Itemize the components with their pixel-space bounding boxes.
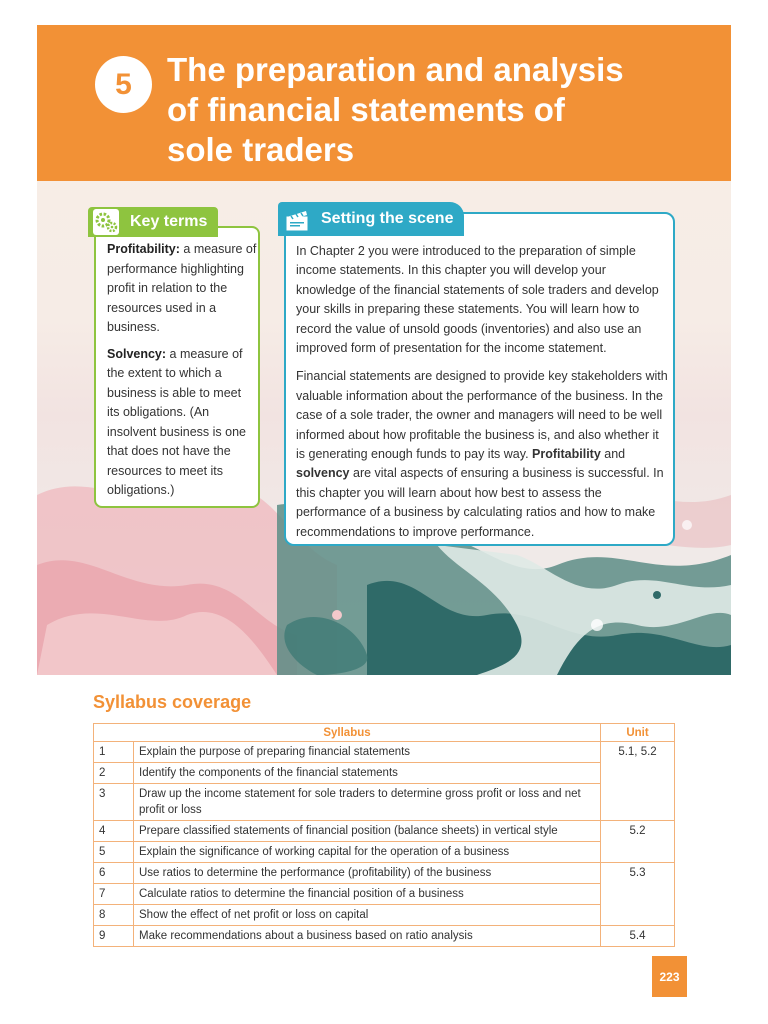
- row-text: Explain the purpose of preparing financial statements: [134, 742, 601, 763]
- term-label: Profitability:: [107, 242, 180, 256]
- row-number: 3: [94, 784, 134, 821]
- row-unit: 5.3: [601, 863, 675, 926]
- table-row: [94, 884, 675, 905]
- setting-the-scene-content: [296, 242, 668, 551]
- column-header-unit: Unit: [601, 724, 675, 742]
- chapter-number: 5: [95, 56, 152, 113]
- chapter-title: [167, 50, 687, 170]
- scene-bold-term: Profitability: [532, 447, 601, 462]
- row-text: Explain the significance of working capital for the operation of a business: [134, 842, 601, 863]
- row-number: 9: [94, 926, 134, 947]
- chapter-title-line: of financial statements of: [167, 91, 565, 128]
- row-text: Calculate ratios to determine the financial position of a business: [134, 884, 601, 905]
- row-number: 2: [94, 763, 134, 784]
- table-row: [94, 763, 675, 784]
- scene-text: are vital aspects of ensuring a business is successful. In this chapter you will learn about how best to assess the performance of a business by calculating ratios and how to make recommendations to improve performance.: [296, 466, 664, 539]
- row-number: 6: [94, 863, 134, 884]
- syllabus-heading: Syllabus coverage: [93, 692, 252, 712]
- syllabus-table: [93, 723, 675, 947]
- term-definition: a measure of the extent to which a business is able to meet its obligations. (An insolvent business is one that does not have the resources to meet its obligations.): [107, 346, 246, 497]
- row-unit: 5.1, 5.2: [601, 742, 675, 821]
- page-number: 223: [652, 956, 687, 997]
- row-unit: 5.4: [601, 926, 675, 947]
- row-number: 8: [94, 905, 134, 926]
- scene-paragraph: [296, 367, 668, 542]
- column-header-syllabus: Syllabus: [94, 724, 601, 742]
- table-row: [94, 742, 675, 763]
- setting-the-scene-tab: Setting the scene: [278, 202, 464, 236]
- row-text: Draw up the income statement for sole traders to determine gross profit or loss and net profit or loss: [134, 784, 601, 821]
- row-text: Use ratios to determine the performance (profitability) of the business: [134, 863, 601, 884]
- key-terms-tab: Key terms: [88, 207, 218, 237]
- key-terms-content: [107, 240, 257, 508]
- scene-bold-term: solvency: [296, 466, 350, 481]
- row-text: Show the effect of net profit or loss on capital: [134, 905, 601, 926]
- row-number: 1: [94, 742, 134, 763]
- key-term-solvency: [107, 345, 257, 501]
- scene-paragraph: In Chapter 2 you were introduced to the preparation of simple income statements. In this chapter you will develop your knowledge of the financial statements of sole traders and develop your skills in preparing these statements. You will learn how to record the value of unsold goods (inventories) and also use an improved form of presentation for the income statement.: [296, 244, 659, 356]
- key-term-profitability: [107, 240, 257, 338]
- table-row: [94, 926, 675, 947]
- scene-text: and: [600, 447, 626, 462]
- row-number: 5: [94, 842, 134, 863]
- row-text: Prepare classified statements of financial position (balance sheets) in vertical style: [134, 821, 601, 842]
- term-label: Solvency:: [107, 346, 167, 361]
- chapter-title-line: The preparation and analysis: [167, 51, 624, 88]
- row-unit: 5.2: [601, 821, 675, 863]
- clapperboard-icon: [284, 208, 310, 232]
- table-row: [94, 842, 675, 863]
- scene-text: Financial statements are designed to provide key stakeholders with valuable information about the performance of the business. In the case of a sole trader, the owner and managers will need to be well informed about how profitable the business is, and also whether it is generating enough funds to pay its way.: [296, 369, 668, 462]
- table-row: [94, 863, 675, 884]
- term-definition: a measure of performance highlighting profit in relation to the resources used in a business.: [107, 242, 257, 334]
- row-number: 7: [94, 884, 134, 905]
- gears-icon: [92, 208, 120, 236]
- table-row: [94, 784, 675, 821]
- row-text: Make recommendations about a business based on ratio analysis: [134, 926, 601, 947]
- table-row: [94, 905, 675, 926]
- row-text: Identify the components of the financial statements: [134, 763, 601, 784]
- row-number: 4: [94, 821, 134, 842]
- table-row: [94, 821, 675, 842]
- table-header-row: [94, 724, 675, 742]
- chapter-title-line: sole traders: [167, 131, 355, 168]
